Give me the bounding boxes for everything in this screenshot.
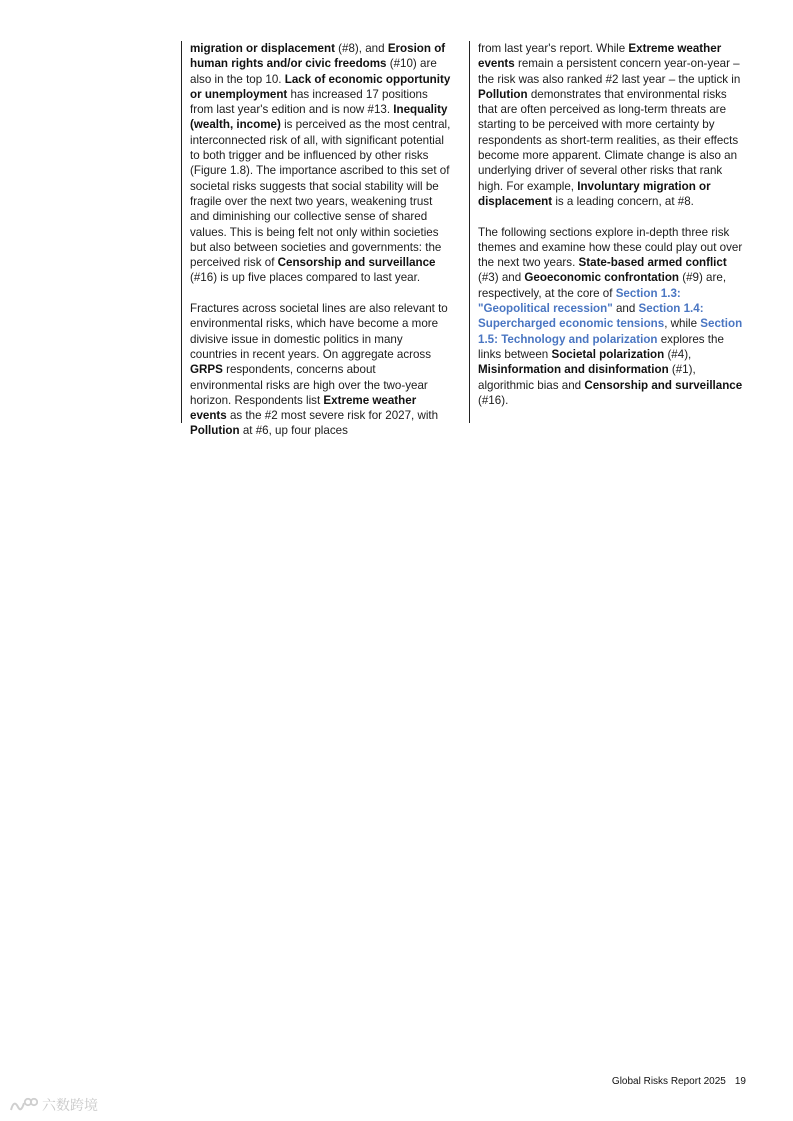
risk-term: Erosion of human rights and/or civic freedoms bbox=[190, 42, 446, 71]
risk-term: Misinformation and disinformation bbox=[478, 363, 669, 377]
risk-term: GRPS bbox=[190, 363, 223, 377]
body-text: respondents, concerns about environmental risks are high over the two-year horizon. Respondents list bbox=[190, 363, 428, 407]
section-1-4-link[interactable]: Section 1.4: Supercharged economic tensions bbox=[478, 302, 704, 331]
watermark bbox=[8, 1095, 98, 1115]
body-text: (#8), and bbox=[334, 42, 388, 55]
body-text: (#4), bbox=[664, 347, 692, 361]
body-text: explores the links between bbox=[478, 332, 724, 361]
body-text: as the #2 most severe risk for 2027, with bbox=[226, 409, 439, 423]
page-number: 19 bbox=[734, 1076, 746, 1087]
left-column bbox=[181, 41, 451, 438]
risk-term: Pollution bbox=[190, 424, 240, 438]
risk-term: Censorship and surveillance bbox=[277, 256, 436, 270]
left-paragraph-2 bbox=[190, 301, 451, 439]
risk-term: Extreme weather events bbox=[478, 42, 722, 71]
body-text: at #6, up four places bbox=[239, 424, 348, 438]
risk-term: Geoeconomic confrontation bbox=[524, 271, 679, 285]
body-text: (#10) are also in the top 10. bbox=[190, 57, 437, 86]
body-text: (#1), algorithmic bias and bbox=[478, 363, 696, 392]
body-text: remain a persistent concern year-on-year – the risk was also ranked #2 last year – the uptick in bbox=[478, 57, 741, 86]
body-text: from last year's report. While bbox=[478, 42, 629, 55]
body-text: has increased 17 positions from last year's edition and is now #13. bbox=[190, 87, 428, 117]
risk-term: Involuntary migration or displacement bbox=[478, 179, 711, 208]
risk-term: Societal polarization bbox=[551, 347, 665, 361]
body-text: (#16). bbox=[478, 393, 509, 407]
risk-term: Censorship and surveillance bbox=[584, 378, 743, 392]
report-title: Global Risks Report 2025 bbox=[611, 1076, 726, 1087]
section-1-5-link[interactable]: Section 1.5: Technology and polarization bbox=[478, 317, 743, 346]
watermark-logo-icon bbox=[8, 1095, 38, 1115]
body-text: (#3) and bbox=[478, 271, 525, 285]
body-text: and bbox=[612, 302, 639, 316]
right-column bbox=[469, 41, 745, 423]
risk-term: Extreme weather events bbox=[190, 393, 417, 423]
body-text: (#16) is up five places compared to last year. bbox=[190, 271, 421, 285]
risk-term: migration or displacement bbox=[190, 42, 335, 55]
right-paragraph-1 bbox=[478, 41, 745, 209]
left-paragraph-1 bbox=[190, 41, 451, 286]
page-footer bbox=[612, 1076, 746, 1087]
body-text: demonstrates that environmental risks that are often perceived as long-term threats are starting to be perceived with more certainty by respondents as short-term realities, as their effects become more apparent. Climate change is also an underlying driver of several other risks that rank high. For example, bbox=[478, 87, 739, 193]
body-text: The following sections explore in-depth three risk themes and examine how these could play out over the next two years. bbox=[478, 225, 743, 270]
body-text: , while bbox=[664, 317, 701, 331]
risk-term: State-based armed conflict bbox=[578, 256, 727, 270]
body-text: Fractures across societal lines are also relevant to environmental risks, which have become a more divisive issue in domestic politics in many countries in recent years. On aggregate across bbox=[190, 302, 448, 361]
body-text: (#9) are, respectively, at the core of bbox=[478, 271, 727, 300]
right-paragraph-2 bbox=[478, 225, 745, 409]
body-text: is a leading concern, at #8. bbox=[552, 194, 694, 208]
risk-term: Inequality (wealth, income) bbox=[190, 103, 448, 132]
body-text: is perceived as the most central, interconnected risk of all, with significant potential to both trigger and be influenced by other risks (Figure 1.8). The importance ascribed to this set of societal risks suggests that social stability will be fragile over the next two years, weakening trust and diminishing our collective sense of shared values. This is being felt not only within societies but also between societies and governments: the perceived risk of bbox=[190, 118, 451, 270]
risk-term: Lack of economic opportunity or unemployment bbox=[190, 72, 451, 101]
risk-term: Pollution bbox=[478, 87, 528, 101]
watermark-text: 六数跨境 bbox=[42, 1098, 98, 1114]
section-1-3-link[interactable]: Section 1.3: "Geopolitical recession" bbox=[478, 286, 681, 316]
